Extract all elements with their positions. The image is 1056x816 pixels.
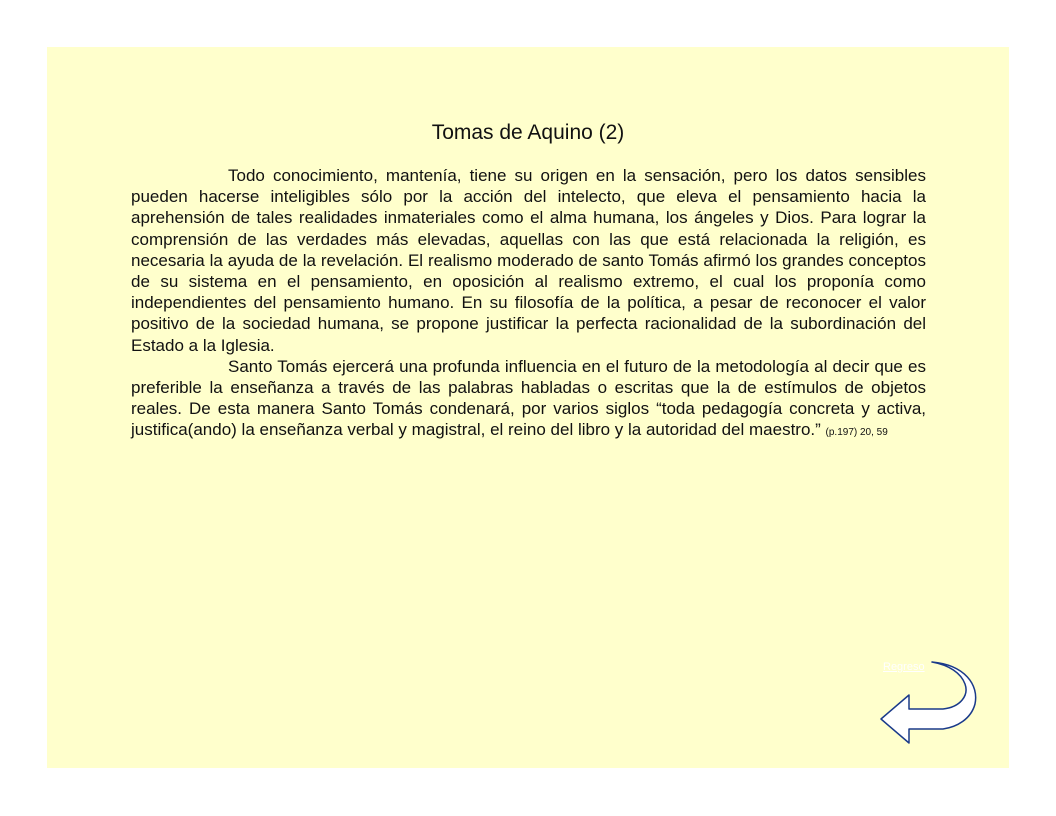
slide	[47, 47, 1009, 768]
body-text	[131, 165, 926, 444]
return-link[interactable]: Regreso	[883, 661, 925, 673]
paragraph-1: Todo conocimiento, mantenía, tiene su origen en la sensación, pero los datos sensibles pueden hacerse inteligibles sólo por la acción del intelecto, que eleva el pensamiento hacia la aprehensión de tales realidades inmateriales como el alma humana, los ángeles y Dios. Para lograr la comprensión de las verdades más elevadas, aquellas con las que está relacionada la religión, es necesaria la ayuda de la revelación. El realismo moderado de santo Tomás afirmó los grandes conceptos de su sistema en el pensamiento, en oposición al realismo extremo, el cual los proponía como independientes del pensamiento humano. En su filosofía de la política, a pesar de reconocer el valor positivo de la sociedad humana, se propone justificar la perfecta racionalidad de la subordinación del Estado a la Iglesia.	[131, 166, 926, 355]
paragraph-2	[131, 356, 926, 444]
citation: (p.197) 20, 59	[825, 427, 888, 439]
paragraph-2-text: Santo Tomás ejercerá una profunda influencia en el futuro de la metodología al decir que es preferible la enseñanza a través de las palabras habladas o escritas que la de estímulos de objetos reales. De esta manera Santo Tomás condenará, por varios siglos “toda pedagogía concreta y activa, justifica(ando) la enseñanza verbal y magistral, el reino del libro y la autoridad del maestro.”	[131, 356, 926, 440]
slide-title: Tomas de Aquino (2)	[431, 121, 625, 144]
